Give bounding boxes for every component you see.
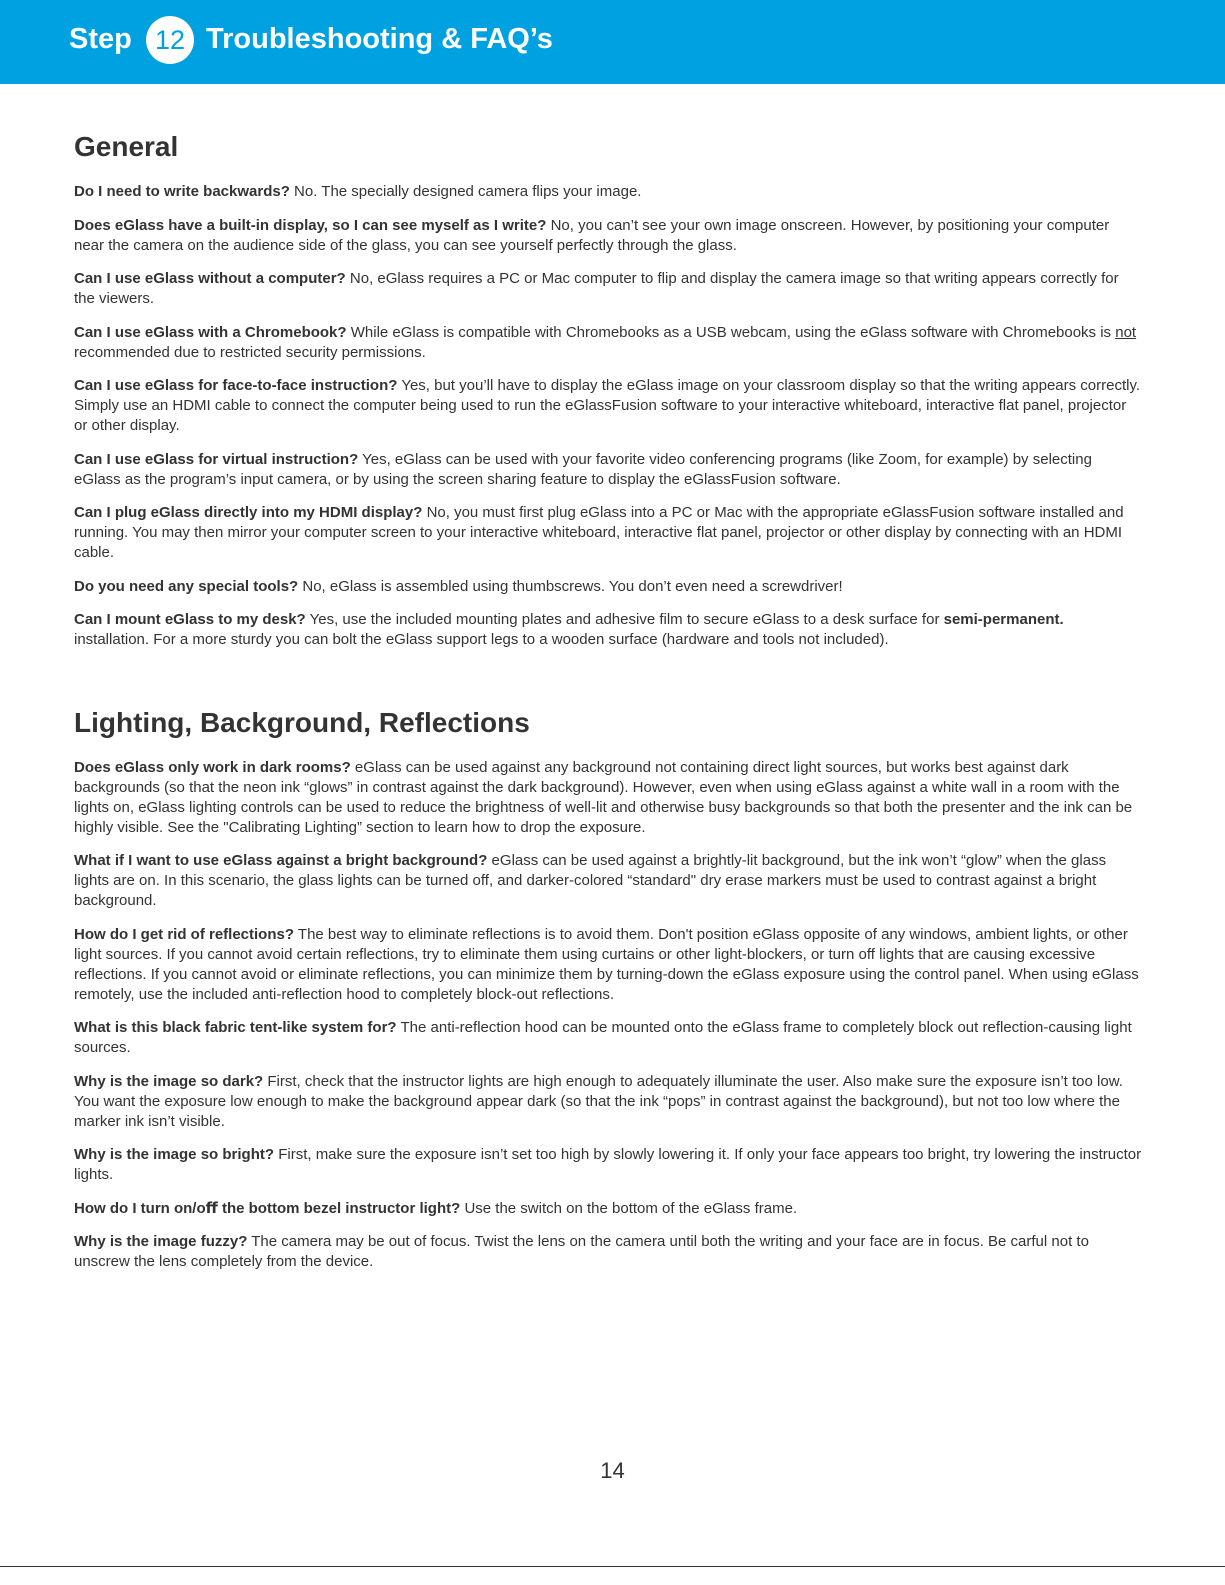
faq-question: Can I use eGlass without a computer? bbox=[74, 270, 346, 287]
faq-question: Can I mount eGlass to my desk? bbox=[74, 611, 306, 628]
faq-answer: The camera may be out of focus. Twist the lens on the camera until both the writing and your face are in focus. Be carful not to unscrew the lens completely from the device. bbox=[74, 1233, 1089, 1270]
faq-item bbox=[74, 1145, 1142, 1185]
faq-item bbox=[74, 758, 1142, 838]
faq-item bbox=[74, 577, 1142, 597]
faq-item bbox=[74, 925, 1142, 1005]
faq-question: Can I use eGlass for face-to-face instruction? bbox=[74, 377, 398, 394]
faq-answer: eGlass can be used against any background not containing direct light sources, but works best against dark backgrounds (so that the neon ink “glows” in contrast against the dark background). However, even when using eGlass against a white wall in a room with the lights on, eGlass lighting controls can be used to reduce the brightness of well-lit and otherwise busy backgrounds so that both the presenter and the ink can be highly visible. See the "Calibrating Lighting” section to learn how to drop the exposure. bbox=[74, 758, 1133, 836]
faq-item bbox=[74, 851, 1142, 911]
faq-answer: First, make sure the exposure isn’t set too high by slowly lowering it. If only your face appears too bright, try lowering the instructor lights. bbox=[74, 1146, 1142, 1183]
main-content bbox=[74, 126, 1142, 1286]
page-number: 14 bbox=[600, 1458, 625, 1483]
faq-question: How do I get rid of reflections? bbox=[74, 925, 295, 943]
faq-answer-underlined: not bbox=[1115, 323, 1137, 341]
faq-question: Why is the image so bright? bbox=[74, 1146, 275, 1163]
faq-answer: Yes, use the included mounting plates and adhesive film to secure eGlass to a desk surface for bbox=[305, 611, 944, 628]
faq-answer-bold: semi-permanent. bbox=[943, 611, 1064, 628]
faq-answer: No, you can’t see your own image onscreen. However, by positioning your computer near the camera on the audience side of the glass, you can see yourself perfectly through the glass. bbox=[74, 216, 1110, 254]
faq-item bbox=[74, 610, 1142, 650]
faq-question: Can I plug eGlass directly into my HDMI display? bbox=[74, 504, 423, 521]
section-heading-lighting: Lighting, Background, Reflections bbox=[74, 706, 530, 738]
faq-item bbox=[74, 503, 1142, 563]
faq-answer: eGlass can be used against a brightly-lit background, but the ink won’t “glow” when the glass lights are on. In this scenario, the glass lights can be turned off, and darker-colored “standard" dry erase markers must be used to contrast against a bright background. bbox=[74, 852, 1107, 909]
faq-item bbox=[74, 1232, 1142, 1272]
faq-answer: No. The specially designed camera flips your image. bbox=[289, 183, 642, 200]
faq-item bbox=[74, 450, 1142, 490]
faq-item bbox=[74, 376, 1142, 436]
faq-answer: The best way to eliminate reflections is to avoid them. Don't position eGlass opposite of any windows, ambient lights, or other light sources. If you cannot avoid certain reflections, try to eliminate them using curtains or other light-blockers, or turn off lights that are causing excessive reflections. If you cannot avoid or eliminate reflections, you can minimize them by turning-down the eGlass exposure using the control panel. When using eGlass remotely, use the included anti-reflection hood to completely block-out reflections. bbox=[74, 925, 1139, 1003]
faq-item bbox=[74, 323, 1142, 363]
faq-answer: The anti-reflection hood can be mounted onto the eGlass frame to completely block out reflection-causing light sources. bbox=[74, 1019, 1132, 1056]
page-title: Troubleshooting & FAQ’s bbox=[206, 23, 553, 55]
faq-answer: No, eGlass is assembled using thumbscrews. You don’t even need a screwdriver! bbox=[298, 577, 843, 595]
faq-question: Why is the image so dark? bbox=[74, 1072, 264, 1090]
faq-question: Can I use eGlass for virtual instruction? bbox=[74, 450, 359, 468]
faq-question: What is this black fabric tent-like system for? bbox=[74, 1019, 397, 1036]
faq-question: Why is the image fuzzy? bbox=[74, 1233, 248, 1250]
step-number-badge: 12 bbox=[146, 16, 194, 64]
faq-answer: Yes, but you’ll have to display the eGlass image on your classroom display so that the writing appears correctly. Simply use an HDMI cable to connect the computer being used to run the eGlassFusion software to your interactive whiteboard, interactive flat panel, projector or other display. bbox=[74, 377, 1141, 434]
step-label: Step bbox=[69, 23, 132, 55]
faq-item bbox=[74, 216, 1142, 256]
faq-item bbox=[74, 182, 1142, 202]
faq-question: Does eGlass only work in dark rooms? bbox=[74, 758, 351, 776]
faq-answer: installation. For a more sturdy you can bolt the eGlass support legs to a wooden surface (hardware and tools not included). bbox=[74, 631, 889, 648]
section-heading-general: General bbox=[74, 131, 179, 162]
faq-answer: recommended due to restricted security permissions. bbox=[74, 343, 426, 361]
faq-answer: While eGlass is compatible with Chromebooks as a USB webcam, using the eGlass software with Chromebooks is bbox=[346, 323, 1116, 341]
faq-item bbox=[74, 1018, 1142, 1058]
bottom-divider bbox=[0, 1566, 1225, 1567]
section-spacer bbox=[74, 664, 1142, 702]
faq-answer: No, you must first plug eGlass into a PC or Mac with the appropriate eGlassFusion software installed and running. You may then mirror your computer screen to your interactive whiteboard, interactive flat panel, projector or other display by connecting with an HDMI cable. bbox=[74, 504, 1124, 561]
faq-answer: No, eGlass requires a PC or Mac computer to flip and display the camera image so that writing appears correctly for the viewers. bbox=[74, 270, 1119, 307]
faq-question: How do I turn on/oﬀ the bottom bezel instructor light? bbox=[74, 1199, 461, 1217]
faq-question: What if I want to use eGlass against a bright background? bbox=[74, 852, 488, 869]
faq-answer: First, check that the instructor lights are high enough to adequately illuminate the user. Also make sure the exposure isn’t too low. You want the exposure low enough to make the background appear dark (so that the ink “pops” in contrast against the background), but not too low where the marker ink isn’t visible. bbox=[74, 1072, 1123, 1130]
faq-question: Can I use eGlass with a Chromebook? bbox=[74, 323, 347, 341]
faq-item bbox=[74, 269, 1142, 309]
faq-question: Do I need to write backwards? bbox=[74, 183, 290, 200]
faq-answer: Use the switch on the bottom of the eGlass frame. bbox=[460, 1199, 798, 1217]
faq-answer: Yes, eGlass can be used with your favorite video conferencing programs (like Zoom, for example) by selecting eGlass as the program’s input camera, or by using the screen sharing feature to display the eGlassFusion software. bbox=[74, 450, 1092, 488]
faq-question: Does eGlass have a built-in display, so I can see myself as I write? bbox=[74, 216, 547, 234]
faq-item bbox=[74, 1199, 1142, 1219]
faq-question: Do you need any special tools? bbox=[74, 577, 299, 595]
faq-item bbox=[74, 1072, 1142, 1132]
header-bar bbox=[0, 0, 1225, 84]
